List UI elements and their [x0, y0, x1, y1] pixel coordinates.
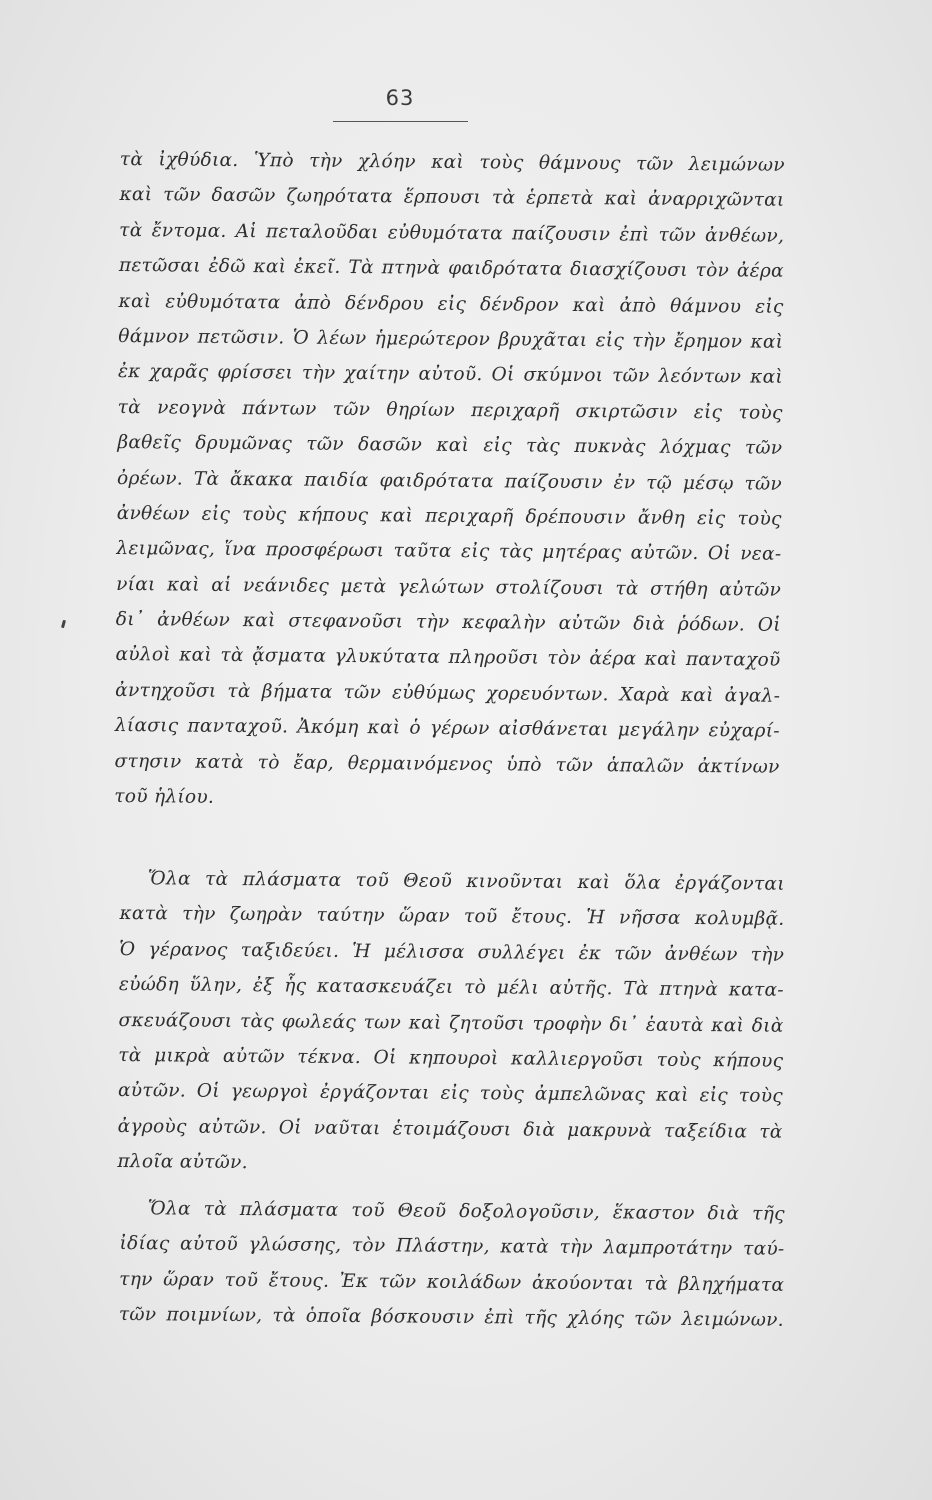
text-line: αὐτῶν. Οἱ γεωργοὶ ἐργάζονται εἰς τοὺς ἀμπελῶνας καὶ εἰς τοὺς [117, 1080, 784, 1108]
text-line: λειμῶνας, ἵνα προσφέρωσι ταῦτα εἰς τὰς μητέρας αὐτῶν. Οἱ νεα- [116, 538, 782, 566]
text-line: βαθεῖς δρυμῶνας τῶν δασῶν καὶ εἰς τὰς πυκνὰς λόχμας τῶν [117, 432, 783, 459]
text-line: τὰ ἰχθύδια. Ὑπὸ τὴν χλόην καὶ τοὺς θάμνους τῶν λειμώνων [119, 148, 785, 176]
text-line: τῶν ποιμνίων, τὰ ὁποῖα βόσκουσιν ἐπὶ τῆς χλόης τῶν λειμώνων. [118, 1304, 784, 1331]
text-line: σκευάζουσι τὰς φωλεάς των καὶ ζητοῦσι τροφὴν δι᾽ ἑαυτὰ καὶ διὰ [118, 1009, 784, 1037]
paragraph-1 [114, 142, 785, 820]
text-line: λίασις πανταχοῦ. Ἀκόμη καὶ ὁ γέρων αἰσθάνεται μεγάλην εὐχαρί- [114, 715, 780, 743]
paragraph-2 [117, 861, 785, 1185]
text-line: τοῦ ἡλίου. [114, 786, 215, 808]
text-line: καὶ τῶν δασῶν ζωηρότατα ἕρπουσι τὰ ἑρπετὰ καὶ ἀναρριχῶνται [119, 184, 785, 212]
text-line: ὀρέων. Τὰ ἄκακα παιδία φαιδρότατα παίζουσιν ἐν τῷ μέσῳ τῶν [116, 467, 783, 495]
text-line: ἀγροὺς αὐτῶν. Οἱ ναῦται ἑτοιμάζουσι διὰ μακρυνὰ ταξείδια τὰ [117, 1115, 783, 1143]
text-line: τὰ νεογνὰ πάντων τῶν θηρίων περιχαρῆ σκιρτῶσιν εἰς τοὺς [117, 396, 783, 424]
text-line: θάμνον πετῶσιν. Ὁ λέων ἡμερώτερον βρυχᾶται εἰς τὴν ἔρημον καὶ [118, 325, 784, 353]
paragraph-3 [119, 1191, 785, 1338]
text-line: καὶ εὐθυμότατα ἀπὸ δένδρου εἰς δένδρον καὶ ἀπὸ θάμνου εἰς [118, 290, 784, 318]
text-line: αὐλοὶ καὶ τὰ ᾄσματα γλυκύτατα πληροῦσι τὸν ἀέρα καὶ πανταχοῦ [115, 644, 781, 672]
text-line: τὰ μικρὰ αὐτῶν τέκνα. Οἱ κηπουροὶ καλλιεργοῦσι τοὺς κήπους [118, 1044, 784, 1072]
text-line: Ὁ γέρανος ταξιδεύει. Ἡ μέλισσα συλλέγει ἐκ τῶν ἀνθέων τὴν [119, 938, 785, 966]
text-line: Ὅλα τὰ πλάσματα τοῦ Θεοῦ κινοῦνται καὶ ὅλα ἐργάζονται [147, 868, 785, 895]
text-line: πετῶσαι ἐδῶ καὶ ἐκεῖ. Τὰ πτηνὰ φαιδρότατα διασχίζουσι τὸν ἀέρα [118, 255, 784, 282]
text-line: πλοῖα αὐτῶν. [117, 1151, 248, 1174]
text-line: Ὅλα τὰ πλάσματα τοῦ Θεοῦ δοξολογοῦσιν, ἕκαστον διὰ τῆς [147, 1198, 785, 1225]
text-line: ἰδίας αὐτοῦ γλώσσης, τὸν Πλάστην, κατὰ τὴν λαμπροτάτην ταύ- [119, 1233, 785, 1261]
header-rule [333, 121, 468, 122]
margin-mark [61, 620, 66, 629]
page-number: 63 [385, 86, 415, 110]
text-line: ἀνθέων εἰς τοὺς κήπους καὶ περιχαρῆ δρέπουσιν ἄνθη εἰς τοὺς [116, 502, 782, 530]
text-line: εὐώδη ὕλην, ἐξ ἧς κατασκευάζει τὸ μέλι αὐτῆς. Τὰ πτηνὰ κατα- [118, 974, 784, 1001]
text-line: τὰ ἔντομα. Αἱ πεταλοῦδαι εὐθυμότατα παίζουσιν ἐπὶ τῶν ἀνθέων, [119, 219, 785, 247]
text-line: ἀντηχοῦσι τὰ βήματα τῶν εὐθύμως χορευόντων. Χαρὰ καὶ ἀγαλ- [115, 679, 781, 707]
text-line: την ὥραν τοῦ ἔτους. Ἐκ τῶν κοιλάδων ἀκούονται τὰ βληχήματα [119, 1268, 785, 1296]
text-line: ἐκ χαρᾶς φρίσσει τὴν χαίτην αὐτοῦ. Οἱ σκύμνοι τῶν λεόντων καὶ [117, 361, 784, 389]
text-line: κατὰ τὴν ζωηρὰν ταύτην ὥραν τοῦ ἔτους. Ἡ νῆσσα κολυμβᾷ. [119, 903, 785, 931]
text-line: δι᾽ ἀνθέων καὶ στεφανοῦσι τὴν κεφαλὴν αὐτῶν διὰ ῥόδων. Οἱ [115, 609, 781, 636]
text-line: νίαι καὶ αἱ νεάνιδες μετὰ γελώτων στολίζουσι τὰ στήθη αὐτῶν [116, 573, 782, 601]
text-line: στησιν κατὰ τὸ ἔαρ, θερμαινόμενος ὑπὸ τῶν ἁπαλῶν ἀκτίνων [114, 750, 780, 778]
